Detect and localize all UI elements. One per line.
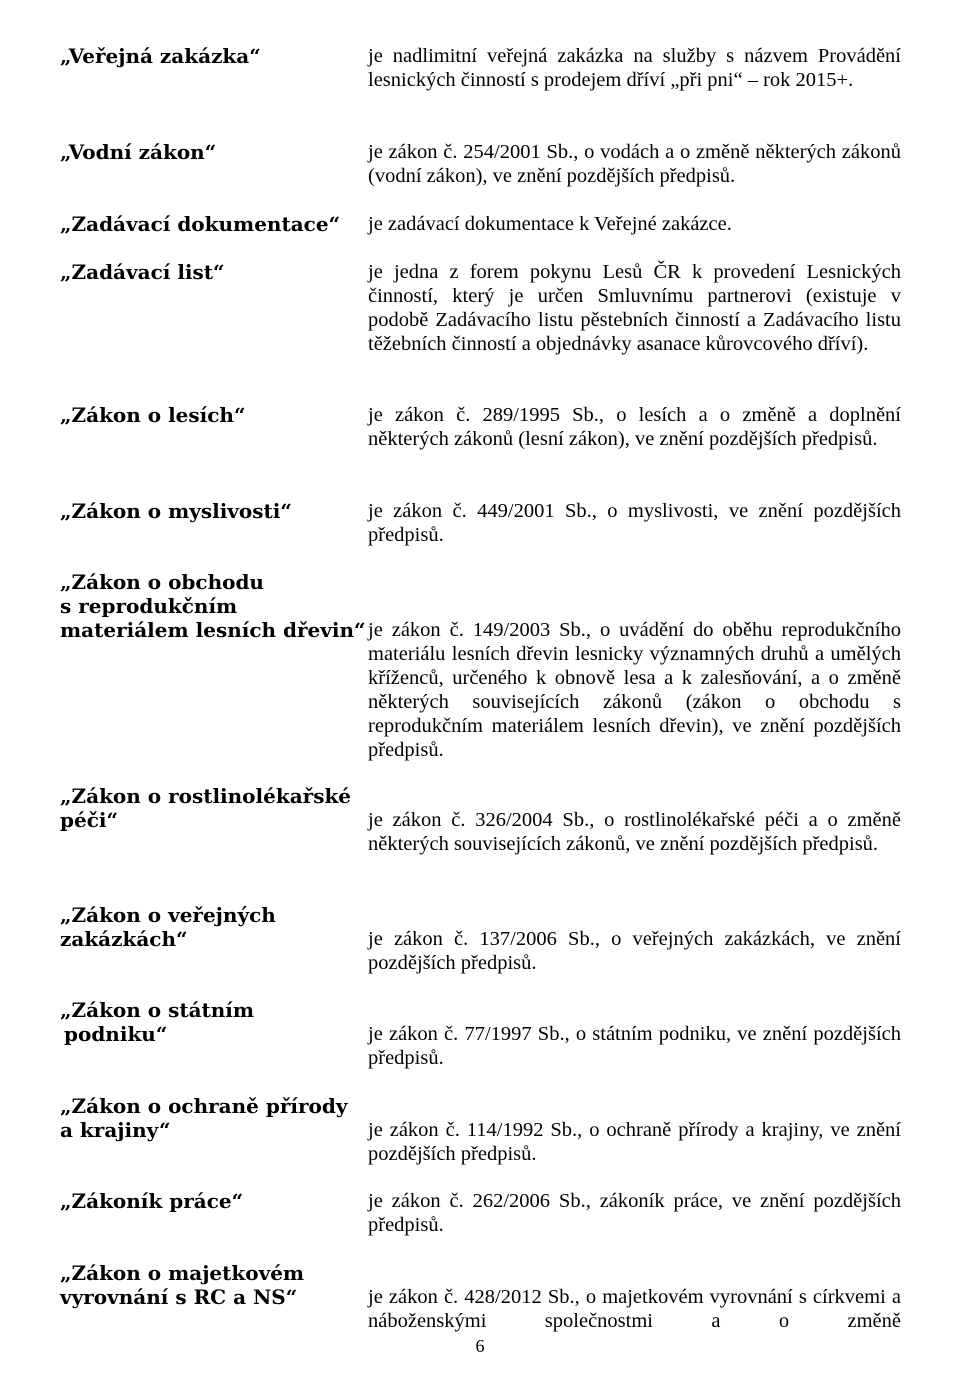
definition-zakon-o-myslivosti: je zákon č. 449/2001 Sb., o myslivosti, ve znění pozdějších předpisů. (368, 500, 901, 546)
term-zadavaci-dokumentace: „Zadávací dokumentace“ (60, 212, 341, 236)
term-vodni-zakon: „Vodní zákon“ (60, 140, 217, 164)
term-zadavaci-list: „Zadávací list“ (60, 260, 225, 284)
definition-vodni-zakon: je zákon č. 254/2001 Sb., o vodách a o změně některých zákonů (vodní zákon), ve znění pozdějších předpisů. (368, 141, 901, 187)
term-zakon-o-ochrane-prirody (60, 1094, 360, 1142)
definition-zadavaci-dokumentace: je zadávací dokumentace k Veřejné zakázce. (368, 213, 732, 235)
term-zakonik-prace: „Zákoník práce“ (60, 1189, 244, 1213)
definition-zakonik-prace: je zákon č. 262/2006 Sb., zákoník práce, ve znění pozdějších předpisů. (368, 1190, 901, 1236)
term-line: podniku“ (64, 1022, 168, 1046)
term-zakon-o-myslivosti: „Zákon o myslivosti“ (60, 499, 292, 523)
term-line: „Zákon o majetkovém (60, 1261, 305, 1285)
term-zakon-o-lesich: „Zákon o lesích“ (60, 403, 246, 427)
definition-zakon-o-majetkovem-vyrovnani: je zákon č. 428/2012 Sb., o majetkovém vyrovnání s církvemi a náboženskými společnostmi a o změně (368, 1286, 901, 1332)
term-line: s reprodukčním (60, 594, 238, 618)
definition-zakon-o-rostlinolekarske-peci: je zákon č. 326/2004 Sb., o rostlinolékařské péči a o změně některých souvisejících zákonů, ve znění pozdějších předpisů. (368, 809, 901, 855)
definition-zakon-o-ochrane-prirody: je zákon č. 114/1992 Sb., o ochraně přírody a krajiny, ve znění pozdějších předpisů. (368, 1119, 901, 1165)
term-line: „Zákon o rostlinolékařské (60, 784, 352, 808)
term-line: péči“ (60, 808, 118, 832)
term-zakon-o-obchodu (60, 570, 366, 642)
term-zakon-o-verejnych-zakazkach (60, 903, 360, 951)
term-zakon-o-majetkovem-vyrovnani (60, 1261, 360, 1309)
term-line: „Zákon o obchodu (60, 570, 264, 594)
page-number: 6 (475, 1336, 485, 1356)
definition-zakon-o-statnim-podniku: je zákon č. 77/1997 Sb., o státním podniku, ve znění pozdějších předpisů. (368, 1023, 901, 1069)
term-line: vyrovnání s RC a NS“ (60, 1285, 298, 1309)
definition-zakon-o-verejnych-zakazkach: je zákon č. 137/2006 Sb., o veřejných zakázkách, ve znění pozdějších předpisů. (368, 928, 901, 974)
term-line: „Zákon o státním (60, 998, 255, 1022)
term-zakon-o-statnim-podniku (60, 998, 360, 1046)
term-line: a krajiny“ (60, 1118, 171, 1142)
definition-zakon-o-lesich: je zákon č. 289/1995 Sb., o lesích a o změně a doplnění některých zákonů (lesní zákon), ve znění pozdějších předpisů. (368, 404, 901, 450)
term-line: materiálem lesních dřevin“ (60, 618, 366, 642)
term-line: „Zákon o veřejných (60, 903, 276, 927)
definition-zakon-o-obchodu: je zákon č. 149/2003 Sb., o uvádění do oběhu reprodukčního materiálu lesních dřevin lesnicky významných druhů a umělých kříženců, určeného k obnově lesa a k zalesňování, a o změně některých souvisejících zákonů (zákon o obchodu s reprodukčním materiálem lesních dřevin), ve znění pozdějších předpisů. (368, 619, 901, 761)
term-zakon-o-rostlinolekarske-peci (60, 784, 360, 832)
definition-zadavaci-list: je jedna z forem pokynu Lesů ČR k provedení Lesnických činností, který je určen Smluvnímu partnerovi (existuje v podobě Zadávacího listu pěstebních činností a Zadávacího listu těžebních činností a objednávky asanace kůrovcového dříví). (368, 261, 901, 355)
term-line: zakázkách“ (60, 927, 188, 951)
term-line: „Zákon o ochraně přírody (60, 1094, 348, 1118)
term-verejna-zakazka: „Veřejná zakázka“ (60, 44, 261, 68)
definition-verejna-zakazka: je nadlimitní veřejná zakázka na služby s názvem Provádění lesnických činností s prodejem dříví „při pni“ – rok 2015+. (368, 45, 901, 91)
